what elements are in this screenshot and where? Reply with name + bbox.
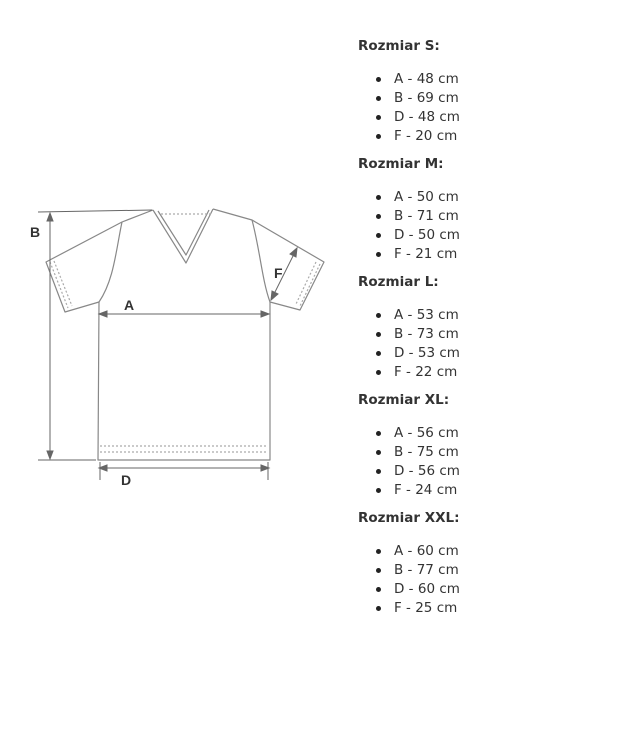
tshirt-collar [153,209,213,263]
dimension-label-b: B [30,224,41,240]
measurement-list [358,306,608,382]
size-block-s [358,38,608,146]
measurement-item: F - 20 cm [376,127,608,146]
dimension-label-a: A [124,297,135,313]
measurement-item: A - 60 cm [376,542,608,561]
size-title: Rozmiar M: [358,156,444,172]
tshirt-outline [46,209,324,460]
measurement-item: A - 56 cm [376,424,608,443]
dimension-label-d: D [121,472,132,488]
measurement-item: B - 77 cm [376,561,608,580]
measurement-item: B - 73 cm [376,325,608,344]
size-title: Rozmiar L: [358,274,439,290]
measurement-item: F - 24 cm [376,481,608,500]
measurement-item: F - 22 cm [376,363,608,382]
size-chart [358,38,608,628]
tshirt-illustration [30,200,340,500]
size-block-l [358,274,608,382]
size-title: Rozmiar XXL: [358,510,460,526]
measurement-item: F - 21 cm [376,245,608,264]
measurement-item: D - 50 cm [376,226,608,245]
measurement-list [358,424,608,500]
size-title: Rozmiar S: [358,38,440,54]
measurement-item: A - 50 cm [376,188,608,207]
tshirt-size-diagram [30,200,340,500]
size-title: Rozmiar XL: [358,392,450,408]
dimension-label-f: F [274,265,283,281]
measurement-item: A - 48 cm [376,70,608,89]
measurement-item: F - 25 cm [376,599,608,618]
measurement-item: D - 56 cm [376,462,608,481]
measurement-list [358,70,608,146]
measurement-item: D - 53 cm [376,344,608,363]
measurement-list [358,542,608,618]
size-block-xl [358,392,608,500]
measurement-item: D - 60 cm [376,580,608,599]
measurement-item: A - 53 cm [376,306,608,325]
measurement-item: D - 48 cm [376,108,608,127]
measurement-item: B - 69 cm [376,89,608,108]
measurement-list [358,188,608,264]
measurement-item: B - 71 cm [376,207,608,226]
size-block-xxl [358,510,608,618]
measurement-item: B - 75 cm [376,443,608,462]
size-block-m [358,156,608,264]
